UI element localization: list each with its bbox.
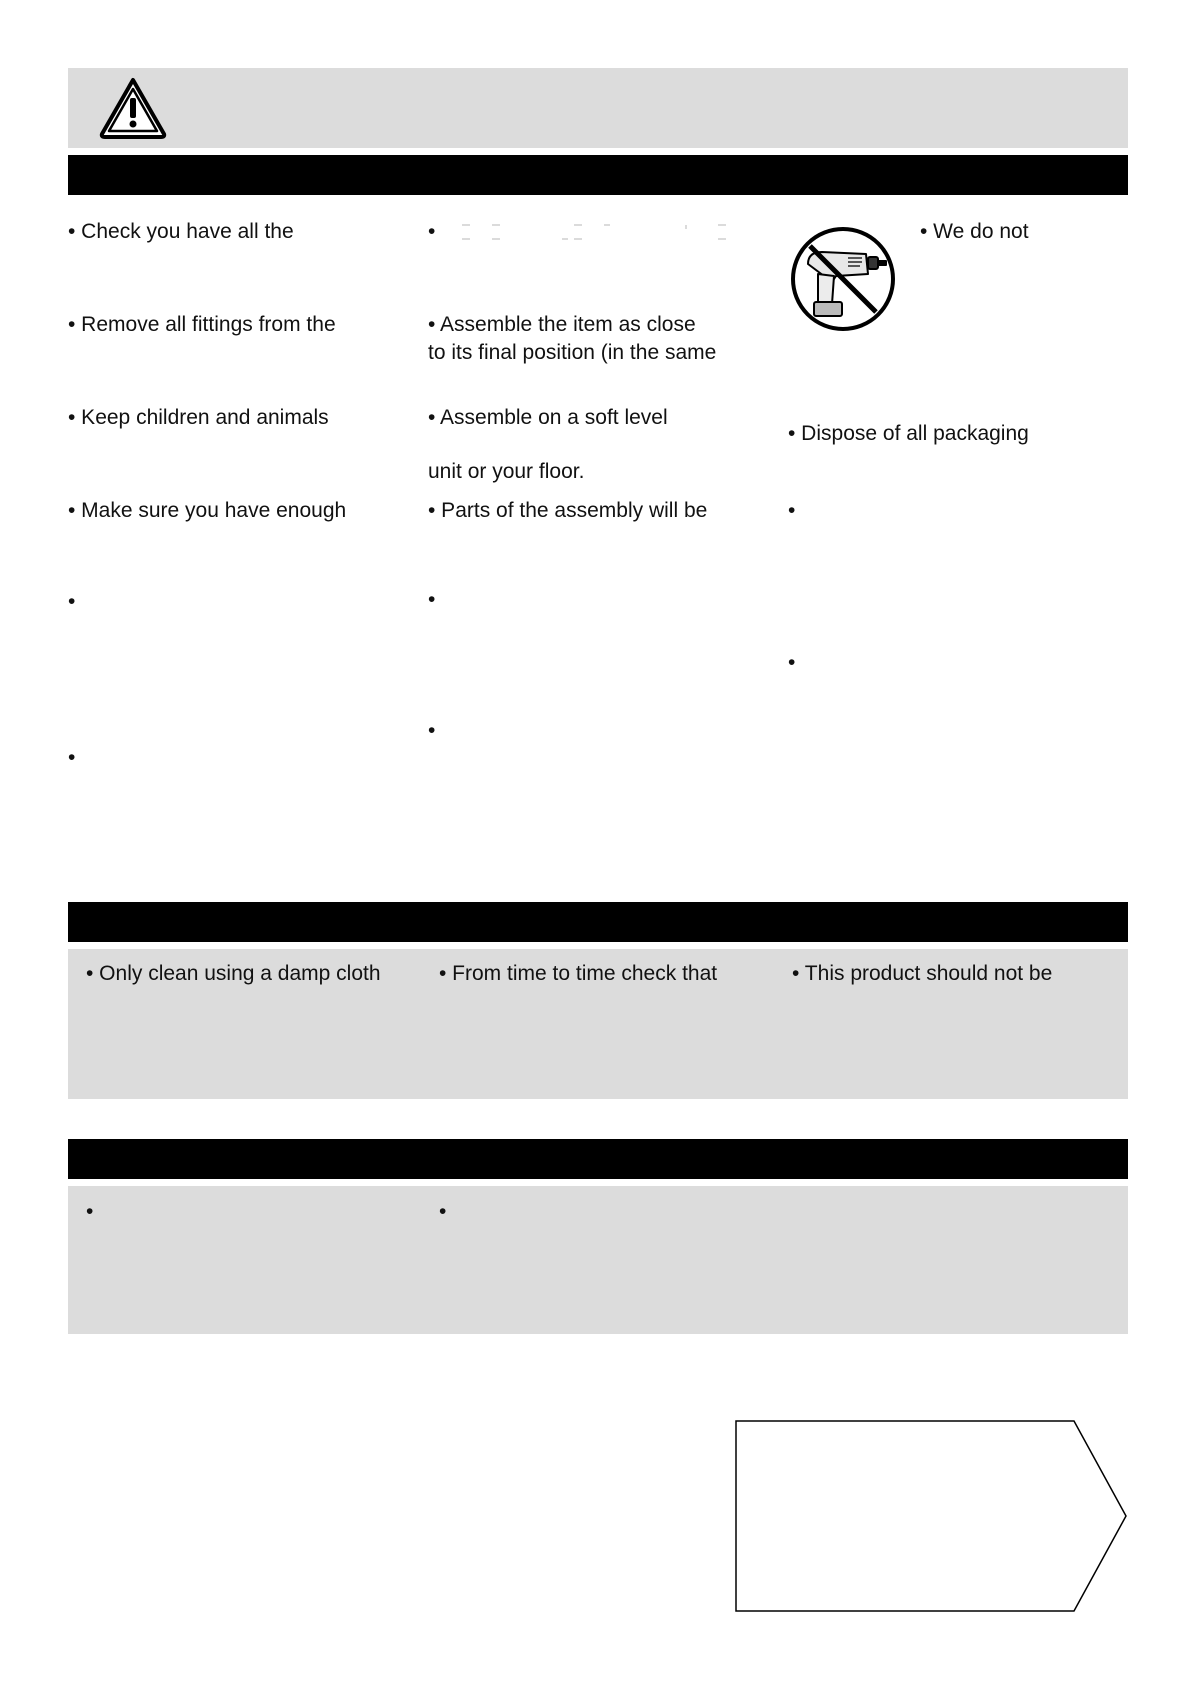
col1-bullet-empty: •: [68, 590, 76, 613]
care-item-check-time: • From time to time check that: [439, 962, 718, 985]
next-page-arrow-icon: [735, 1420, 1129, 1614]
col1-item-check-parts: • Check you have all the: [68, 220, 294, 243]
third-bullet-empty: •: [86, 1200, 94, 1223]
col2-item-soft-level-cont: unit or your floor.: [428, 460, 585, 483]
col2-item-parts-assembly: • Parts of the assembly will be: [428, 499, 708, 522]
col2-item-assemble-close-cont: to its final position (in the same: [428, 341, 717, 364]
col3-bullet-empty: •: [788, 651, 796, 674]
col1-bullet-empty: •: [68, 746, 76, 769]
care-item-damp-cloth: • Only clean using a damp cloth: [86, 962, 381, 985]
col2-item-soft-level: • Assemble on a soft level: [428, 406, 668, 429]
col2-bullet-empty: •: [428, 588, 436, 611]
warning-header-band: [68, 68, 1128, 148]
no-power-drill-icon: [788, 224, 898, 334]
section-bar-before-start: [68, 155, 1128, 195]
warning-triangle-icon: [98, 76, 168, 140]
col1-item-enough-space: • Make sure you have enough: [68, 499, 347, 522]
section-bar-care: [68, 902, 1128, 942]
third-bullet-empty: •: [439, 1200, 447, 1223]
section-bar-third: [68, 1139, 1128, 1179]
faint-text-artifact: [450, 222, 730, 242]
care-item-should-not: • This product should not be: [792, 962, 1053, 985]
col3-item-we-do-not: • We do not: [920, 220, 1029, 243]
col3-bullet-empty: •: [788, 499, 796, 522]
col2-item-assemble-close: • Assemble the item as close: [428, 313, 696, 336]
col2-bullet-empty: •: [428, 220, 436, 243]
third-panel: [68, 1186, 1128, 1334]
col3-item-dispose-packaging: • Dispose of all packaging: [788, 422, 1029, 445]
col1-item-remove-fittings: • Remove all fittings from the: [68, 313, 336, 336]
col2-bullet-empty: •: [428, 719, 436, 742]
col1-item-keep-children: • Keep children and animals: [68, 406, 329, 429]
